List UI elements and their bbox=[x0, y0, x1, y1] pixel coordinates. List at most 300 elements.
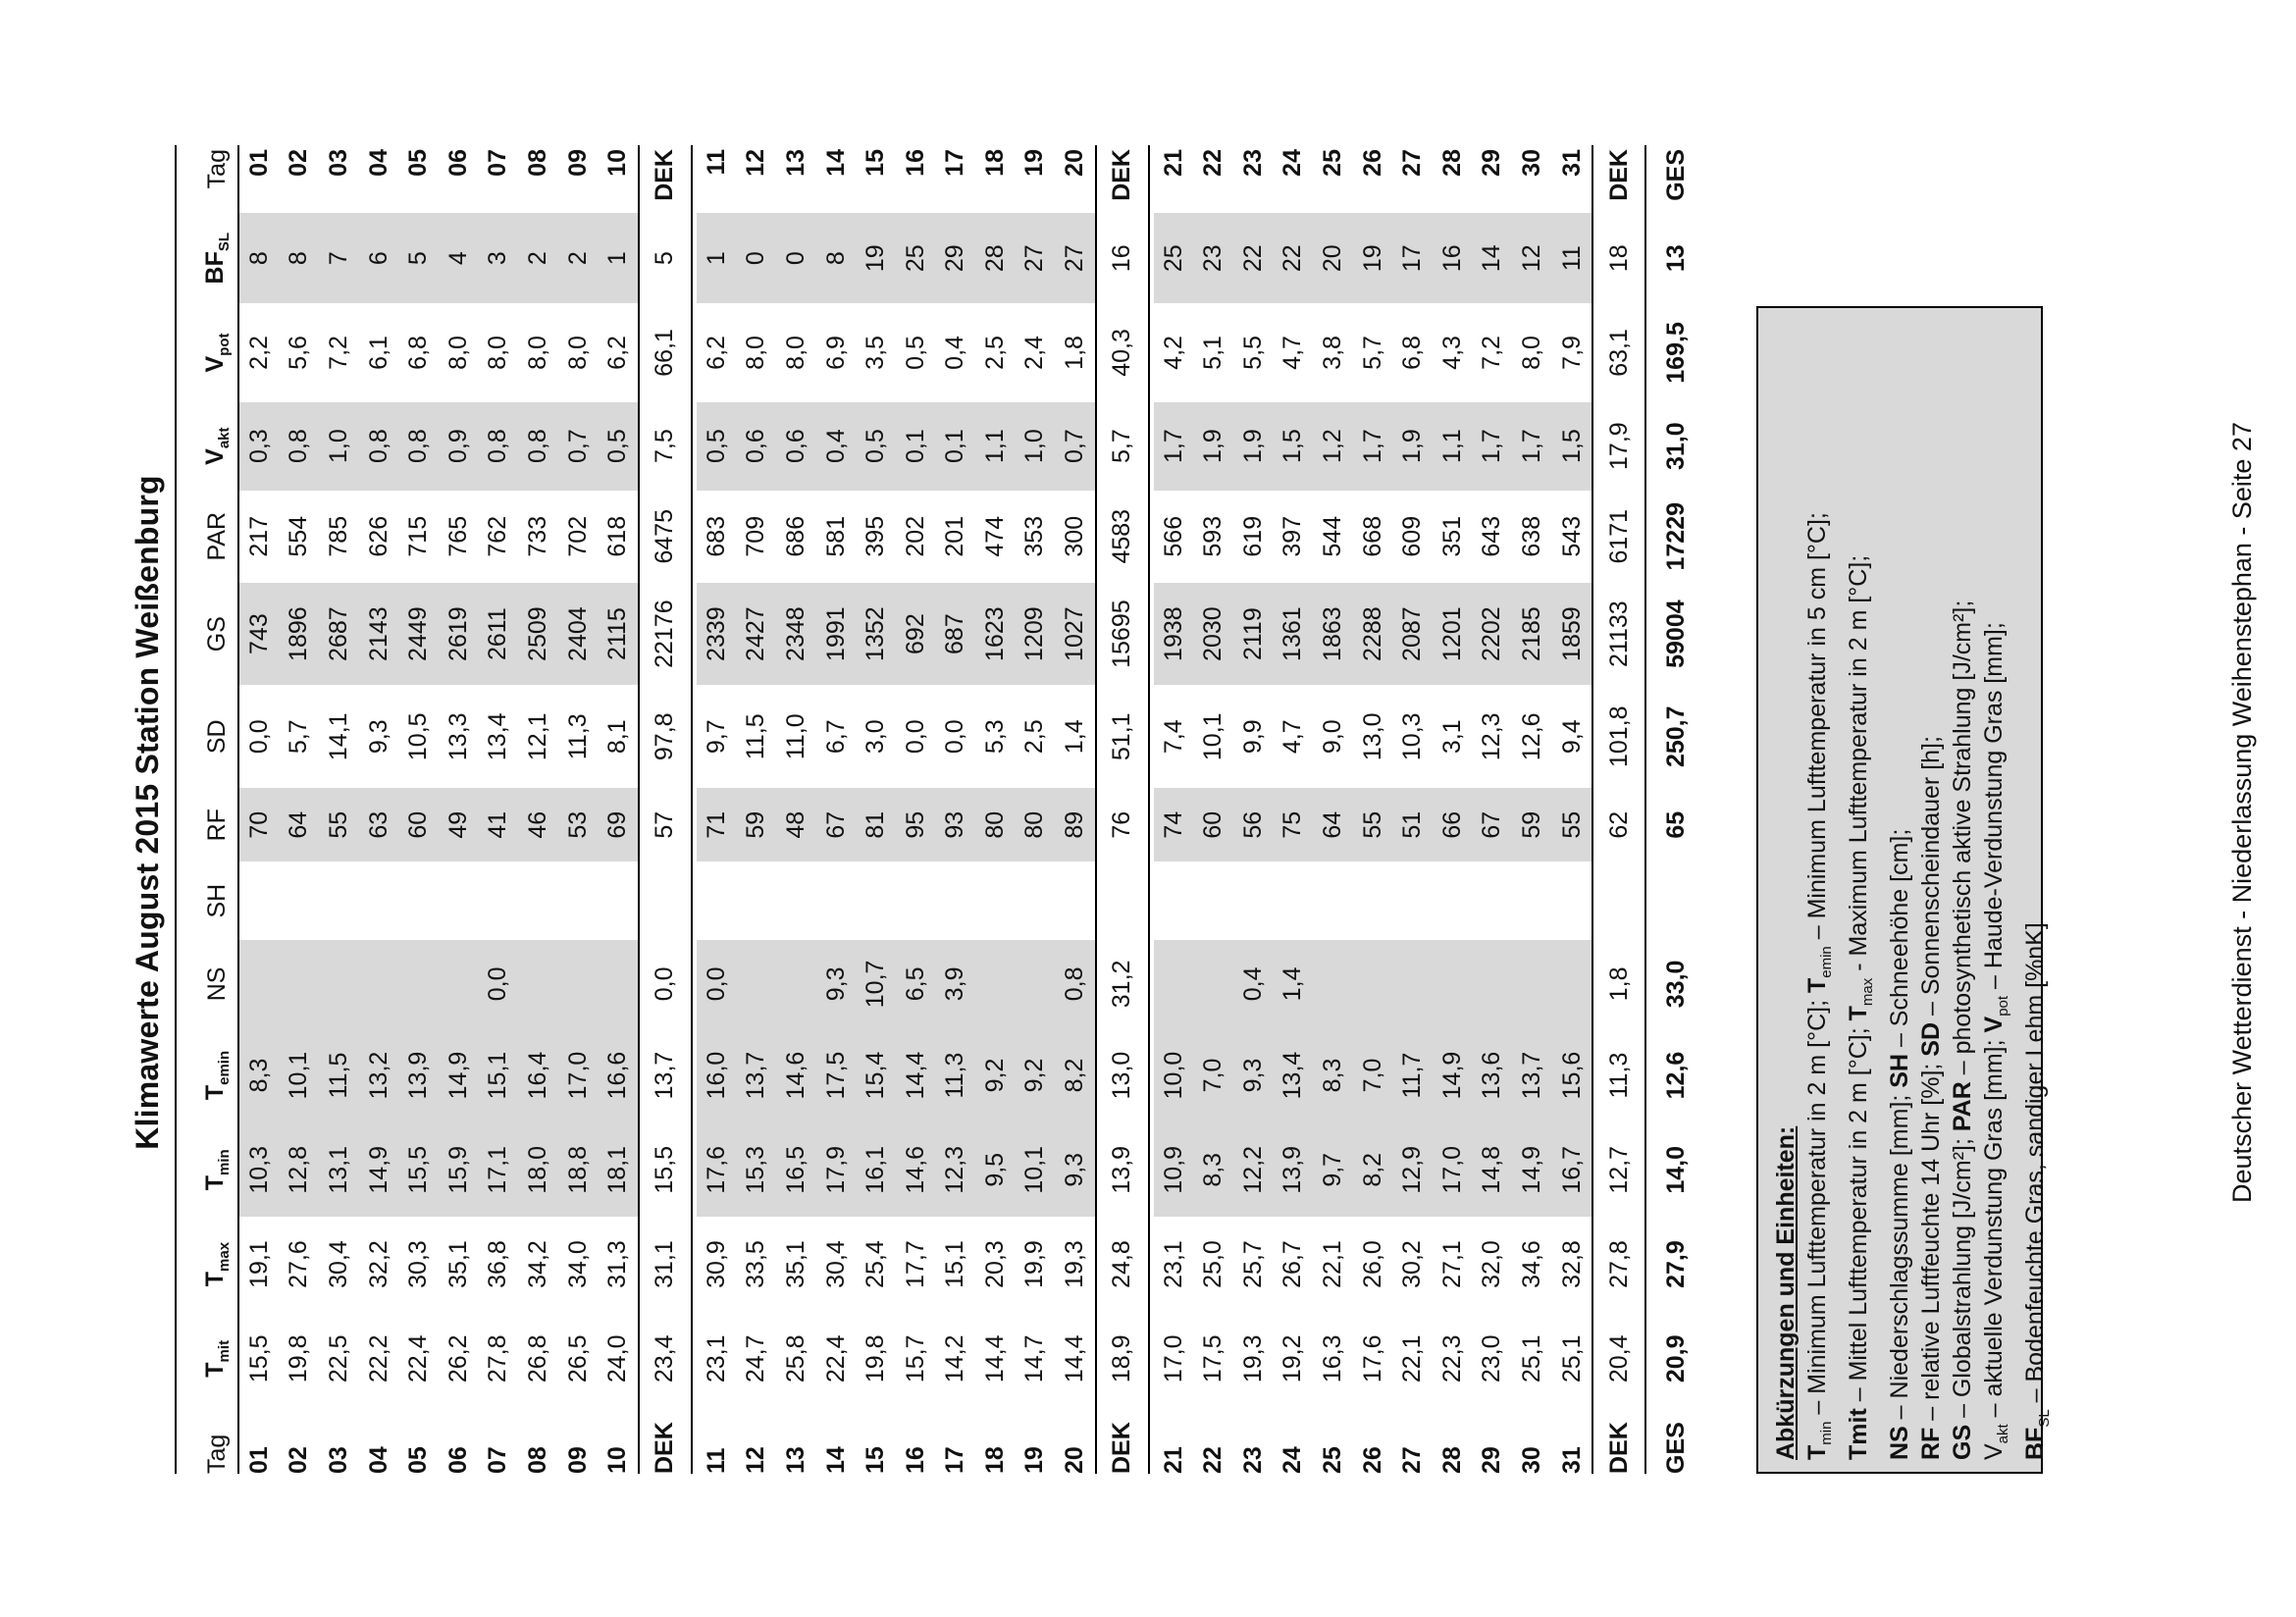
cell-tmax: 30,2 bbox=[1398, 1240, 1427, 1288]
cell-vpot: 3,5 bbox=[861, 336, 890, 370]
cell-rf: 55 bbox=[1353, 788, 1393, 861]
cell-vpot: 5,5 bbox=[1238, 336, 1267, 370]
row-tag-right: 29 bbox=[1478, 149, 1506, 177]
row-tag-right: DEK bbox=[1096, 145, 1149, 213]
cell-gs: 2185 bbox=[1512, 583, 1552, 686]
cell-rf: 95 bbox=[896, 788, 936, 861]
row-tag: 06 bbox=[444, 1446, 472, 1474]
cell-sh bbox=[518, 861, 558, 940]
col-sd-header: SD bbox=[196, 685, 238, 788]
cell-tmit: 19,8 bbox=[285, 1334, 313, 1383]
cell-sd: 0,0 bbox=[941, 719, 969, 755]
row-tag: 08 bbox=[523, 1446, 551, 1474]
cell-tmin: 15,9 bbox=[439, 1122, 479, 1217]
cell-bfsl: 5 bbox=[639, 213, 692, 303]
cell-sh bbox=[238, 861, 280, 940]
cell-gs: 1201 bbox=[1433, 583, 1473, 686]
cell-tmax: 35,1 bbox=[444, 1240, 472, 1288]
cell-tmax: 19,3 bbox=[1055, 1217, 1096, 1311]
cell-temin: 13,9 bbox=[398, 1028, 439, 1122]
cell-temin: 13,6 bbox=[1473, 1028, 1513, 1122]
table-row bbox=[598, 145, 639, 1474]
cell-vakt: 1,0 bbox=[319, 402, 359, 491]
cell-ns bbox=[398, 940, 439, 1028]
row-tag: 13 bbox=[781, 1446, 809, 1474]
cell-sh bbox=[975, 861, 1016, 940]
cell-bfsl: 0 bbox=[737, 213, 777, 303]
cell-ns bbox=[776, 940, 816, 1028]
cell-vpot: 63,1 bbox=[1592, 303, 1645, 401]
cell-sd: 9,0 bbox=[1319, 719, 1347, 755]
cell-gs: 2619 bbox=[439, 583, 479, 686]
cell-bfsl: 4 bbox=[439, 213, 479, 303]
cell-tmin: 13,9 bbox=[1274, 1122, 1314, 1217]
cell-ns: 0,0 bbox=[639, 940, 692, 1028]
cell-bfsl: 2 bbox=[518, 213, 558, 303]
ges-row bbox=[1650, 145, 1701, 1474]
cell-vakt: 0,7 bbox=[1055, 402, 1096, 491]
cell-temin: 9,3 bbox=[1233, 1028, 1274, 1122]
cell-ns: 9,3 bbox=[816, 940, 857, 1028]
cell-rf: 89 bbox=[1055, 788, 1096, 861]
cell-sd: 97,8 bbox=[639, 685, 692, 788]
table-row bbox=[1512, 145, 1552, 1474]
cell-tmax: 31,3 bbox=[598, 1217, 639, 1311]
row-tag: 30 bbox=[1518, 1446, 1546, 1474]
cell-tmin: 9,7 bbox=[1313, 1122, 1353, 1217]
cell-tmit: 22,5 bbox=[324, 1334, 352, 1383]
cell-sh bbox=[1473, 861, 1513, 940]
cell-bfsl: 25 bbox=[896, 213, 936, 303]
table-row bbox=[1392, 145, 1433, 1474]
col-tag-right-header: Tag bbox=[196, 145, 238, 213]
cell-vpot: 6,8 bbox=[404, 336, 433, 370]
cell-vakt: 7,5 bbox=[639, 402, 692, 491]
cell-tmit: 25,8 bbox=[781, 1334, 809, 1383]
row-tag: 07 bbox=[484, 1446, 512, 1474]
dek-row bbox=[1096, 145, 1149, 1474]
cell-tmit: 22,1 bbox=[1398, 1334, 1427, 1383]
row-tag: 10 bbox=[598, 1406, 639, 1474]
cell-sd: 0,0 bbox=[901, 719, 929, 755]
legend-heading: Abkürzungen und Einheiten: bbox=[1772, 1125, 1800, 1460]
row-tag-right: 02 bbox=[285, 149, 313, 177]
cell-tmax: 19,1 bbox=[244, 1240, 273, 1288]
cell-tmit: 14,2 bbox=[941, 1334, 969, 1383]
cell-sh bbox=[1512, 861, 1552, 940]
cell-vpot: 8,0 bbox=[444, 336, 472, 370]
cell-tmin: 8,3 bbox=[1193, 1122, 1233, 1217]
cell-tmit: 19,8 bbox=[861, 1334, 890, 1383]
cell-temin: 8,3 bbox=[238, 1028, 280, 1122]
cell-temin: 13,7 bbox=[1512, 1028, 1552, 1122]
cell-ns bbox=[1552, 940, 1593, 1028]
cell-vakt: 0,1 bbox=[896, 402, 936, 491]
cell-sh bbox=[1552, 861, 1593, 940]
cell-sd: 7,4 bbox=[1159, 719, 1187, 755]
row-tag-right: 06 bbox=[444, 149, 472, 177]
cell-tmit: 25,1 bbox=[1552, 1312, 1593, 1406]
table-row bbox=[776, 145, 816, 1474]
row-tag: 01 bbox=[244, 1446, 273, 1474]
cell-ns: 31,2 bbox=[1096, 940, 1149, 1028]
cell-ns: 0,0 bbox=[697, 940, 737, 1028]
cell-tmit: 14,4 bbox=[1055, 1312, 1096, 1406]
cell-ns: 6,5 bbox=[896, 940, 936, 1028]
row-tag: DEK bbox=[639, 1406, 692, 1474]
cell-sh bbox=[737, 861, 777, 940]
cell-bfsl: 27 bbox=[1055, 213, 1096, 303]
cell-temin: 14,6 bbox=[776, 1028, 816, 1122]
row-tag-right: DEK bbox=[1592, 145, 1645, 213]
cell-vakt: 0,3 bbox=[238, 402, 280, 491]
cell-sh bbox=[1055, 861, 1096, 940]
cell-tmax: 30,4 bbox=[324, 1240, 352, 1288]
cell-tmax: 25,4 bbox=[861, 1240, 890, 1288]
row-tag: 02 bbox=[285, 1446, 313, 1474]
title-rule bbox=[175, 145, 177, 1474]
cell-tmit: 17,5 bbox=[1199, 1334, 1227, 1383]
cell-tmax: 32,8 bbox=[1552, 1217, 1593, 1311]
cell-tmin: 15,3 bbox=[737, 1122, 777, 1217]
table-body bbox=[238, 145, 1701, 1474]
cell-tmin: 16,7 bbox=[1552, 1122, 1593, 1217]
cell-bfsl: 22 bbox=[1233, 213, 1274, 303]
table-row bbox=[975, 145, 1016, 1474]
cell-vakt: 1,1 bbox=[975, 402, 1016, 491]
cell-sh bbox=[936, 861, 976, 940]
cell-sh bbox=[1392, 861, 1433, 940]
cell-sh bbox=[439, 861, 479, 940]
cell-sd: 1,4 bbox=[1055, 685, 1096, 788]
cell-vpot: 8,0 bbox=[1518, 336, 1546, 370]
cell-tmit: 20,4 bbox=[1592, 1312, 1645, 1406]
row-tag-right: 31 bbox=[1552, 145, 1593, 213]
table-row bbox=[1313, 145, 1353, 1474]
row-tag-right: 18 bbox=[980, 149, 1009, 177]
cell-vakt: 1,9 bbox=[1193, 402, 1233, 491]
cell-bfsl: 20 bbox=[1313, 213, 1353, 303]
col-gs-header: GS bbox=[196, 583, 238, 686]
cell-tmin: 14,6 bbox=[896, 1122, 936, 1217]
cell-rf: 93 bbox=[936, 788, 976, 861]
cell-sd: 3,0 bbox=[861, 719, 890, 755]
row-tag-right: DEK bbox=[639, 145, 692, 213]
cell-ns bbox=[1154, 940, 1194, 1028]
legend-line: NS – Niederschlagssumme [mm]; SH – Schneehöhe [cm]; bbox=[1886, 828, 1913, 1460]
cell-vakt: 1,9 bbox=[1392, 402, 1433, 491]
cell-bfsl: 16 bbox=[1096, 213, 1149, 303]
cell-tmax: 33,5 bbox=[742, 1240, 770, 1288]
cell-tmin: 17,6 bbox=[697, 1122, 737, 1217]
dek-row bbox=[1592, 145, 1645, 1474]
cell-sh bbox=[776, 861, 816, 940]
row-tag: GES bbox=[1661, 1422, 1690, 1474]
cell-temin: 10,0 bbox=[1154, 1028, 1194, 1122]
cell-tmin: 14,8 bbox=[1473, 1122, 1513, 1217]
table-row bbox=[398, 145, 439, 1474]
cell-tmit: 23,1 bbox=[702, 1334, 730, 1383]
cell-tmin: 10,1 bbox=[1016, 1122, 1056, 1217]
cell-temin: 15,4 bbox=[856, 1028, 896, 1122]
row-tag: 22 bbox=[1199, 1446, 1227, 1474]
cell-tmin: 14,9 bbox=[1512, 1122, 1552, 1217]
cell-rf: 81 bbox=[856, 788, 896, 861]
col-tmin-header: $T_{min}$ bbox=[196, 1122, 238, 1217]
cell-tmit: 24,0 bbox=[598, 1312, 639, 1406]
cell-vakt: 0,5 bbox=[598, 402, 639, 491]
cell-sh bbox=[1353, 861, 1393, 940]
row-tag: 12 bbox=[742, 1446, 770, 1474]
cell-rf: 66 bbox=[1433, 788, 1473, 861]
cell-rf: 76 bbox=[1096, 788, 1149, 861]
col-temin-header: $T_{emin}$ bbox=[196, 1028, 238, 1122]
row-tag-right: 08 bbox=[523, 149, 551, 177]
cell-sh bbox=[398, 861, 439, 940]
col-tmax-header: $T_{max}$ bbox=[196, 1217, 238, 1311]
cell-gs: 2030 bbox=[1193, 583, 1233, 686]
cell-ns bbox=[280, 940, 320, 1028]
cell-par: 686 bbox=[781, 515, 809, 557]
cell-temin: 15,1 bbox=[479, 1028, 519, 1122]
cell-gs: 1027 bbox=[1055, 583, 1096, 686]
row-tag-right: 26 bbox=[1358, 149, 1386, 177]
cell-ns bbox=[1512, 940, 1552, 1028]
cell-gs: 2143 bbox=[359, 583, 399, 686]
cell-tmax: 30,4 bbox=[821, 1240, 850, 1288]
cell-vakt: 1,1 bbox=[1433, 402, 1473, 491]
cell-vakt: 0,1 bbox=[936, 402, 976, 491]
cell-sd: 2,5 bbox=[1020, 719, 1049, 755]
cell-tmin: 15,5 bbox=[639, 1122, 692, 1217]
cell-bfsl: 8 bbox=[238, 213, 280, 303]
row-tag-right: 01 bbox=[244, 149, 273, 177]
cell-par: 17229 bbox=[1661, 501, 1690, 571]
cell-rf: 56 bbox=[1233, 788, 1274, 861]
row-tag-right: 17 bbox=[941, 149, 969, 177]
cell-bfsl: 8 bbox=[280, 213, 320, 303]
cell-bfsl: 14 bbox=[1473, 213, 1513, 303]
cell-vpot: 6,9 bbox=[821, 336, 850, 370]
cell-gs: 59004 bbox=[1661, 600, 1690, 668]
cell-sd: 9,9 bbox=[1238, 719, 1267, 755]
cell-tmax: 27,1 bbox=[1437, 1240, 1466, 1288]
table-row bbox=[1016, 145, 1056, 1474]
cell-tmax: 26,7 bbox=[1278, 1240, 1307, 1288]
row-tag-right: 21 bbox=[1159, 149, 1187, 177]
row-tag-right: 30 bbox=[1518, 149, 1546, 177]
cell-bfsl: 1 bbox=[598, 213, 639, 303]
cell-sh bbox=[598, 861, 639, 940]
cell-vpot: 8,0 bbox=[563, 336, 592, 370]
cell-rf: 71 bbox=[697, 788, 737, 861]
cell-par: 593 bbox=[1199, 515, 1227, 557]
row-tag-right: 13 bbox=[781, 149, 809, 177]
cell-ns: 0,4 bbox=[1233, 940, 1274, 1028]
cell-rf: 63 bbox=[359, 788, 399, 861]
cell-tmin: 12,8 bbox=[280, 1122, 320, 1217]
cell-tmax: 27,9 bbox=[1661, 1240, 1690, 1288]
table-row bbox=[479, 145, 519, 1474]
header-row bbox=[196, 145, 238, 1474]
row-tag-right: 03 bbox=[324, 149, 352, 177]
cell-vakt: 1,5 bbox=[1552, 402, 1593, 491]
cell-rf: 51 bbox=[1392, 788, 1433, 861]
cell-par: 300 bbox=[1055, 491, 1096, 583]
cell-tmin: 16,5 bbox=[776, 1122, 816, 1217]
cell-sd: 13,4 bbox=[484, 712, 512, 761]
table-row bbox=[1154, 145, 1194, 1474]
cell-ns bbox=[1313, 940, 1353, 1028]
cell-vpot: 66,1 bbox=[639, 303, 692, 401]
row-tag: 11 bbox=[702, 1447, 730, 1474]
cell-tmit: 22,3 bbox=[1437, 1334, 1466, 1383]
cell-gs: 1859 bbox=[1552, 583, 1593, 686]
cell-vpot: 1,8 bbox=[1055, 303, 1096, 401]
cell-bfsl: 16 bbox=[1433, 213, 1473, 303]
cell-bfsl: 5 bbox=[398, 213, 439, 303]
cell-rf: 75 bbox=[1274, 788, 1314, 861]
cell-tmin: 8,2 bbox=[1353, 1122, 1393, 1217]
table-row bbox=[1552, 145, 1593, 1474]
cell-vakt: 1,7 bbox=[1473, 402, 1513, 491]
col-vpot-header: $V_{pot}$ bbox=[196, 303, 238, 401]
cell-tmin: 12,7 bbox=[1592, 1122, 1645, 1217]
cell-gs: 15695 bbox=[1096, 583, 1149, 686]
cell-sh bbox=[1592, 861, 1645, 940]
cell-bfsl: 8 bbox=[816, 213, 857, 303]
cell-temin: 7,0 bbox=[1353, 1028, 1393, 1122]
cell-sd: 5,3 bbox=[980, 719, 1009, 755]
cell-tmax: 32,0 bbox=[1478, 1240, 1506, 1288]
cell-temin: 13,7 bbox=[639, 1028, 692, 1122]
cell-rf: 46 bbox=[518, 788, 558, 861]
table-row bbox=[359, 145, 399, 1474]
cell-gs: 1863 bbox=[1313, 583, 1353, 686]
cell-tmax: 32,2 bbox=[364, 1240, 392, 1288]
cell-rf: 80 bbox=[975, 788, 1016, 861]
cell-sd: 11,0 bbox=[781, 713, 809, 760]
cell-gs: 1623 bbox=[975, 583, 1016, 686]
cell-vpot: 2,4 bbox=[1020, 336, 1049, 370]
col-rf-header: RF bbox=[196, 788, 238, 861]
legend-line: GS – Globalstrahlung [J/cm²]; PAR – photosynthetisch aktive Strahlung [J/cm²]; bbox=[1949, 600, 1976, 1460]
table-row bbox=[697, 145, 737, 1474]
cell-bfsl: 25 bbox=[1154, 213, 1194, 303]
cell-vakt: 31,0 bbox=[1661, 422, 1690, 470]
cell-ns: 3,9 bbox=[936, 940, 976, 1028]
cell-tmax: 23,1 bbox=[1159, 1240, 1187, 1288]
table-row bbox=[1433, 145, 1473, 1474]
cell-vpot: 5,1 bbox=[1199, 336, 1227, 370]
cell-tmit: 22,4 bbox=[404, 1334, 433, 1383]
cell-sh bbox=[856, 861, 896, 940]
cell-tmax: 24,8 bbox=[1096, 1217, 1149, 1311]
cell-bfsl: 17 bbox=[1392, 213, 1433, 303]
cell-sh bbox=[1650, 861, 1701, 940]
cell-gs: 2087 bbox=[1392, 583, 1433, 686]
row-tag: 17 bbox=[941, 1446, 969, 1474]
cell-vpot: 4,3 bbox=[1437, 336, 1466, 370]
cell-tmin: 17,9 bbox=[816, 1122, 857, 1217]
cell-par: 353 bbox=[1020, 515, 1049, 557]
cell-tmit: 17,6 bbox=[1358, 1334, 1386, 1383]
cell-rf: 70 bbox=[238, 788, 280, 861]
row-tag: 26 bbox=[1358, 1446, 1386, 1474]
row-tag: 21 bbox=[1159, 1446, 1187, 1474]
cell-tmax: 30,3 bbox=[404, 1240, 433, 1288]
cell-temin: 8,2 bbox=[1055, 1028, 1096, 1122]
cell-gs: 2611 bbox=[479, 583, 519, 686]
cell-tmit: 23,4 bbox=[639, 1312, 692, 1406]
cell-tmin: 12,3 bbox=[936, 1122, 976, 1217]
cell-gs: 1991 bbox=[816, 583, 857, 686]
row-tag-right: 12 bbox=[742, 149, 770, 177]
row-tag: 31 bbox=[1552, 1406, 1593, 1474]
col-sh-header: SH bbox=[196, 861, 238, 940]
cell-tmin: 9,5 bbox=[975, 1122, 1016, 1217]
cell-sh bbox=[816, 861, 857, 940]
cell-par: 609 bbox=[1398, 515, 1427, 557]
cell-gs: 2339 bbox=[697, 583, 737, 686]
cell-gs: 2449 bbox=[398, 583, 439, 686]
cell-par: 202 bbox=[901, 515, 929, 557]
cell-tmin: 14,0 bbox=[1661, 1145, 1690, 1194]
cell-sh bbox=[896, 861, 936, 940]
cell-tmin: 10,9 bbox=[1154, 1122, 1194, 1217]
cell-ns: 10,7 bbox=[856, 940, 896, 1028]
legend-line: $BF_{SL}$ – Bodenfeuchte Gras, sandiger Lehm [%nK] bbox=[2021, 922, 2053, 1460]
cell-vakt: 1,0 bbox=[1016, 402, 1056, 491]
cell-bfsl: 23 bbox=[1193, 213, 1233, 303]
page-footer: Deutscher Wetterdienst - Niederlassung Weihenstephan - Seite 27 bbox=[2227, 422, 2257, 1203]
cell-par: 566 bbox=[1159, 515, 1187, 557]
cell-tmit: 23,0 bbox=[1478, 1334, 1506, 1383]
cell-rf: 65 bbox=[1661, 810, 1690, 839]
cell-tmin: 18,8 bbox=[558, 1122, 599, 1217]
cell-vakt: 5,7 bbox=[1096, 402, 1149, 491]
cell-sd: 14,1 bbox=[324, 712, 352, 761]
cell-tmit: 14,7 bbox=[1020, 1334, 1049, 1383]
cell-rf: 64 bbox=[280, 788, 320, 861]
cell-par: 702 bbox=[563, 515, 592, 557]
cell-par: 474 bbox=[980, 515, 1009, 557]
row-tag: 04 bbox=[364, 1446, 392, 1474]
row-tag: DEK bbox=[1592, 1406, 1645, 1474]
cell-tmit: 24,7 bbox=[742, 1334, 770, 1383]
cell-sd: 4,7 bbox=[1278, 719, 1307, 755]
cell-par: 6171 bbox=[1592, 491, 1645, 583]
cell-gs: 2119 bbox=[1233, 583, 1274, 686]
cell-vpot: 3,8 bbox=[1319, 336, 1347, 370]
row-tag: 20 bbox=[1055, 1406, 1096, 1474]
table-row bbox=[558, 145, 599, 1474]
cell-bfsl: 0 bbox=[776, 213, 816, 303]
cell-tmax: 26,0 bbox=[1358, 1240, 1386, 1288]
cell-tmit: 15,5 bbox=[244, 1334, 273, 1383]
row-tag: 05 bbox=[404, 1446, 433, 1474]
cell-tmit: 26,2 bbox=[444, 1334, 472, 1383]
cell-bfsl: 7 bbox=[319, 213, 359, 303]
cell-temin: 17,5 bbox=[816, 1028, 857, 1122]
cell-sd: 9,7 bbox=[702, 719, 730, 755]
cell-vakt: 17,9 bbox=[1592, 402, 1645, 491]
row-tag: 14 bbox=[821, 1446, 850, 1474]
cell-vpot: 7,2 bbox=[1478, 336, 1506, 370]
cell-ns bbox=[1392, 940, 1433, 1028]
cell-gs: 687 bbox=[936, 583, 976, 686]
climate-table bbox=[196, 145, 1701, 1474]
